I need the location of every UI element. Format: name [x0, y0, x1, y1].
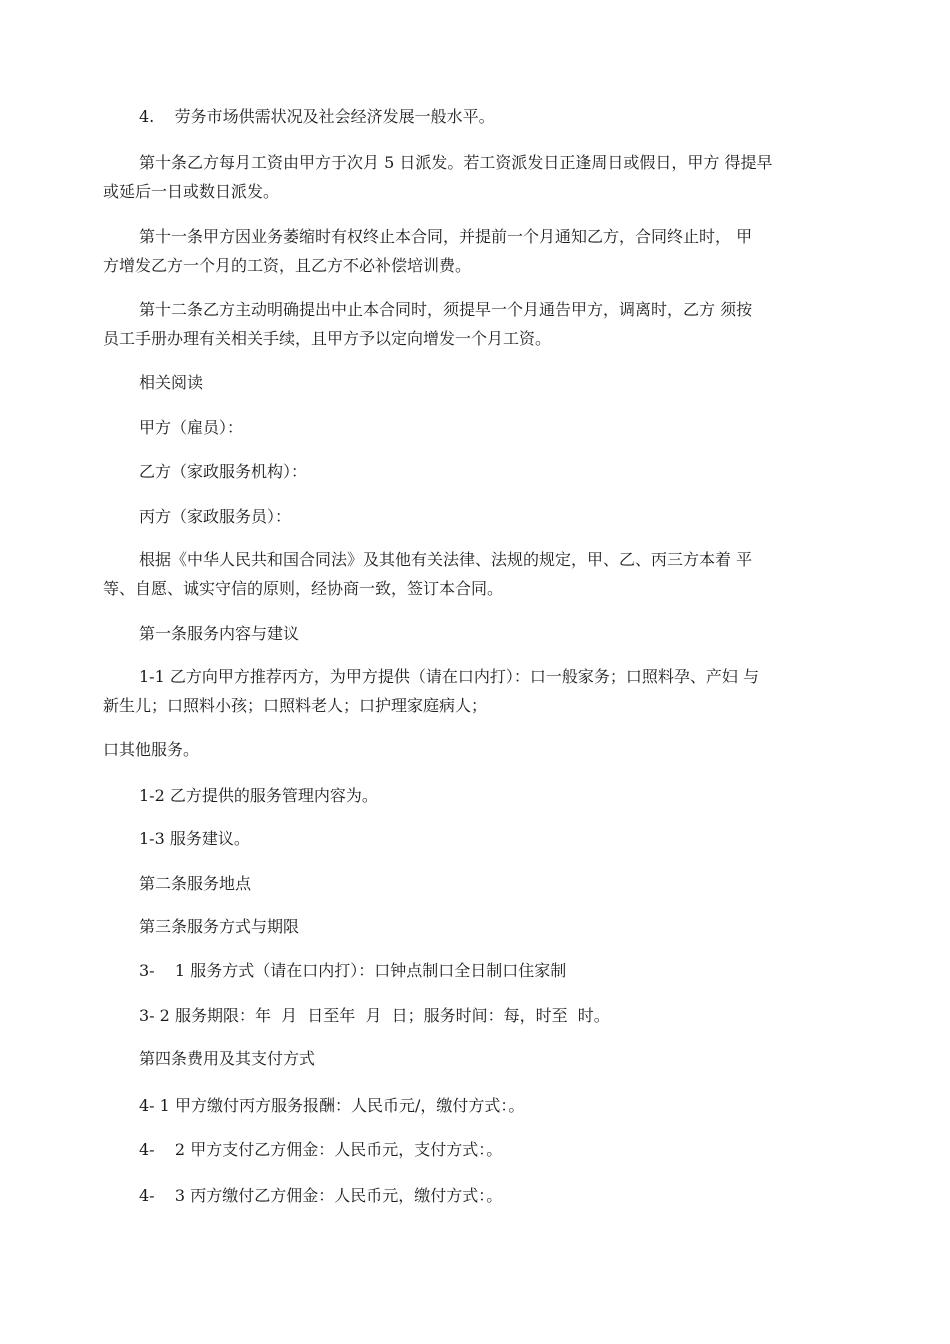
text-line: 4- 3 丙方缴付乙方佣金：人民币元，缴付方式：。: [139, 1186, 503, 1205]
clause-3-2: [103, 1001, 855, 1030]
text-line: 第一条服务内容与建议: [139, 624, 300, 643]
related-reading-heading: [103, 368, 855, 397]
article-4-heading: [103, 1044, 855, 1073]
text-line: 4- 2 甲方支付乙方佣金：人民币元，支付方式：。: [139, 1140, 503, 1159]
clause-1-3: [103, 824, 855, 853]
text-line: 第十二条乙方主动明确提出中止本合同时，须提早一个月通告甲方，调离时，乙方 须按: [139, 300, 753, 319]
text-line: 第三条服务方式与期限: [139, 917, 300, 936]
text-line: 4- 1 甲方缴付丙方服务报酬：人民币元/，缴付方式：。: [139, 1096, 525, 1115]
clause-1-1: [103, 662, 855, 720]
party-a-line: [103, 413, 855, 442]
paragraph-article-10: [103, 148, 855, 206]
clause-3-1: [103, 956, 855, 985]
article-3-heading: [103, 912, 855, 941]
text-line: 3- 1 服务方式（请在口内打）：口钟点制口全日制口住家制: [139, 961, 567, 980]
text-line: 根据《中华人民共和国合同法》及其他有关法律、法规的规定，甲、乙、丙三方本着 平: [139, 550, 753, 569]
text-line: 甲方（雇员）：: [139, 418, 244, 437]
text-line: 1-3 服务建议。: [139, 829, 250, 848]
text-line: 乙方（家政服务机构）：: [139, 462, 308, 481]
text-line: 第十条乙方每月工资由甲方于次月 5 日派发。若工资派发日正逢周日或假日，甲方 得提早: [139, 153, 773, 172]
article-1-heading: [103, 619, 855, 648]
text-line: 3- 2 服务期限：年 月 日至年 月 日；服务时间：每，时至 时。: [139, 1006, 610, 1025]
text-line: 口其他服务。: [103, 740, 200, 759]
paragraph-article-11: [103, 222, 855, 280]
text-line: 等、自愿、诚实守信的原则，经协商一致，签订本合同。: [103, 579, 504, 598]
clause-4-1: [103, 1091, 855, 1120]
paragraph-item-4: [103, 102, 855, 131]
party-c-line: [103, 502, 855, 531]
text-line: 方增发乙方一个月的工资，且乙方不必补偿培训费。: [103, 256, 472, 275]
paragraph-preamble: [103, 545, 855, 603]
clause-4-3: [103, 1181, 855, 1210]
text-line: 第二条服务地点: [139, 874, 252, 893]
text-line: 第十一条甲方因业务萎缩时有权终止本合同，并提前一个月通知乙方，合同终止时， 甲: [139, 227, 753, 246]
text-line: 员工手册办理有关相关手续，且甲方予以定向增发一个月工资。: [103, 329, 552, 348]
paragraph-article-12: [103, 295, 855, 353]
party-b-line: [103, 457, 855, 486]
text-line: 或延后一日或数日派发。: [103, 182, 280, 201]
text-line: 相关阅读: [139, 373, 204, 392]
clause-4-2: [103, 1135, 855, 1164]
other-services-line: [103, 735, 855, 764]
text-line: 丙方（家政服务员）：: [139, 507, 292, 526]
article-2-heading: [103, 869, 855, 898]
text-line: 4. 劳务市场供需状况及社会经济发展一般水平。: [139, 107, 495, 126]
clause-1-2: [103, 781, 855, 810]
text-line: 第四条费用及其支付方式: [139, 1049, 316, 1068]
text-line: 1-1 乙方向甲方推荐丙方，为甲方提供（请在口内打）：口一般家务；口照料孕、产妇 与: [139, 667, 759, 686]
text-line: 1-2 乙方提供的服务管理内容为。: [139, 786, 378, 805]
text-line: 新生儿；口照料小孩；口照料老人；口护理家庭病人；: [103, 696, 488, 715]
